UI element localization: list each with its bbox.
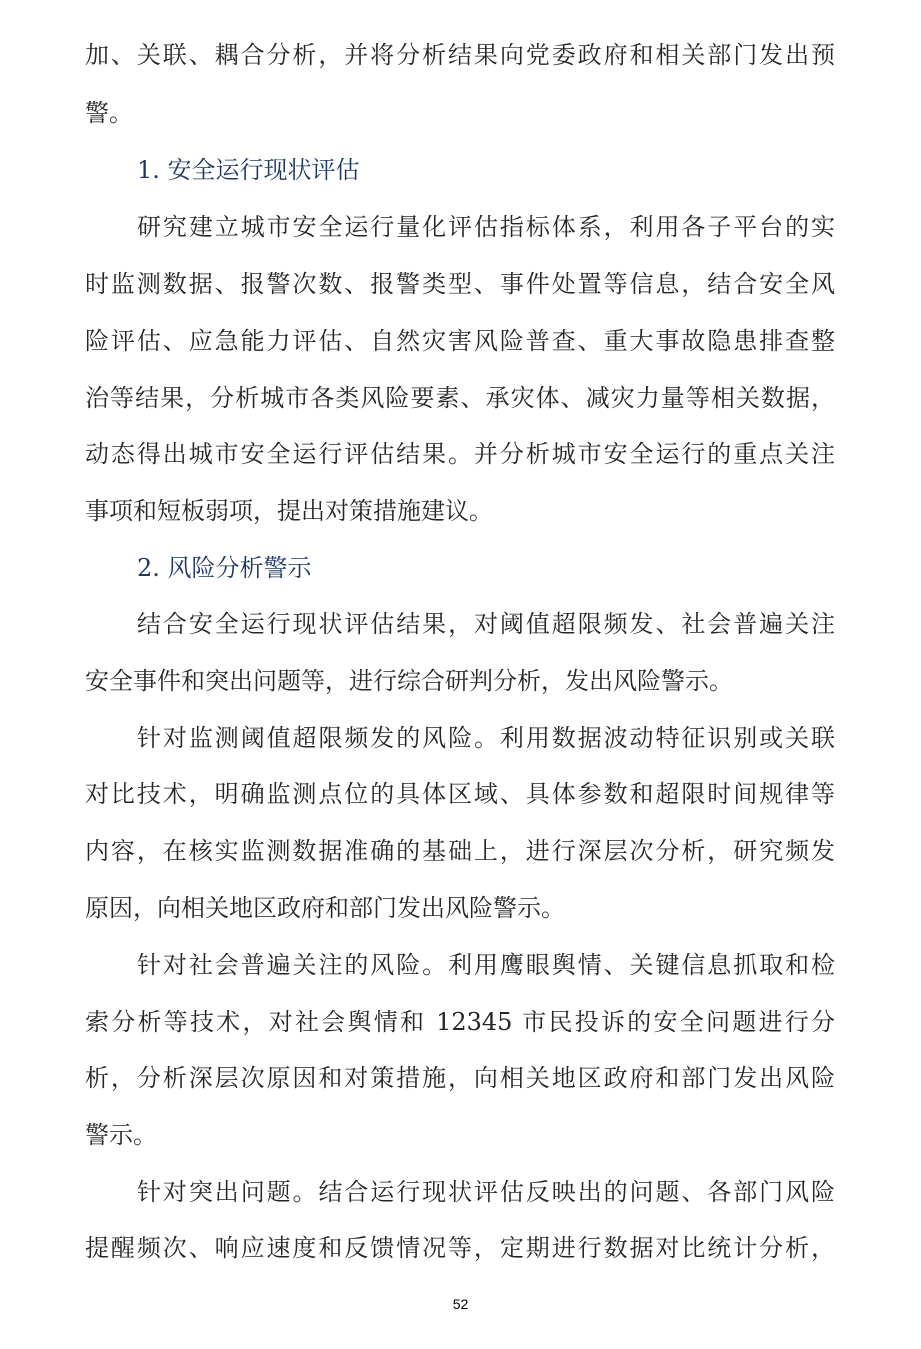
paragraph-line: 事项和短板弱项，提出对策措施建议。	[85, 497, 493, 525]
paragraph-line: 针对突出问题。结合运行现状评估反映出的问题、各部门风险	[137, 1178, 835, 1206]
paragraph-line: 研究建立城市安全运行量化评估指标体系，利用各子平台的实	[137, 213, 835, 241]
paragraph-line: 安全事件和突出问题等，进行综合研判分析，发出风险警示。	[85, 667, 733, 695]
paragraph-line: 内容，在核实监测数据准确的基础上，进行深层次分析，研究频发	[85, 837, 835, 865]
section-heading-1: 1. 安全运行现状评估	[137, 156, 360, 184]
paragraph-line: 针对社会普遍关注的风险。利用鹰眼舆情、关键信息抓取和检	[137, 951, 835, 979]
paragraph-line: 警示。	[85, 1121, 157, 1149]
paragraph-line: 结合安全运行现状评估结果，对阈值超限频发、社会普遍关注	[137, 610, 835, 638]
section-heading-2: 2. 风险分析警示	[137, 554, 312, 582]
paragraph-line: 对比技术，明确监测点位的具体区域、具体参数和超限时间规律等	[85, 780, 835, 808]
paragraph-line: 提醒频次、响应速度和反馈情况等，定期进行数据对比统计分析，	[85, 1234, 835, 1262]
paragraph-line: 时监测数据、报警次数、报警类型、事件处置等信息，结合安全风	[85, 270, 835, 298]
intro-line-2: 警。	[85, 99, 133, 127]
paragraph-line: 析，分析深层次原因和对策措施，向相关地区政府和部门发出风险	[85, 1064, 835, 1092]
page-number: 52	[452, 1296, 469, 1312]
paragraph-line: 险评估、应急能力评估、自然灾害风险普查、重大事故隐患排查整	[85, 327, 835, 355]
paragraph-line: 原因，向相关地区政府和部门发出风险警示。	[85, 894, 565, 922]
intro-line-1: 加、关联、耦合分析，并将分析结果向党委政府和相关部门发出预	[85, 41, 835, 69]
paragraph-line: 治等结果，分析城市各类风险要素、承灾体、减灾力量等相关数据，	[85, 384, 835, 412]
paragraph-line: 索分析等技术，对社会舆情和 12345 市民投诉的安全问题进行分	[85, 1008, 835, 1036]
paragraph-line: 针对监测阈值超限频发的风险。利用数据波动特征识别或关联	[137, 724, 835, 752]
paragraph-line: 动态得出城市安全运行评估结果。并分析城市安全运行的重点关注	[85, 440, 835, 468]
